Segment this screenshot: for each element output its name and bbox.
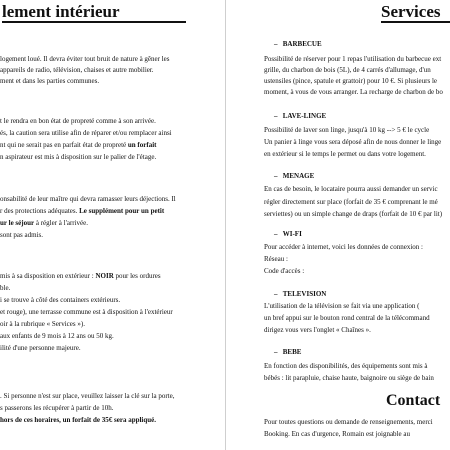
forfait-bold: un forfait [127,141,157,149]
left-page [0,0,224,450]
title-underline [2,21,186,23]
noir-bold: NOIR [95,272,114,280]
section-heading-menage: – MENAGE [274,172,315,180]
text-line: bébés : lit parapluie, chaise haute, baignoire ou siège de bain [264,374,434,382]
left-page-title: lement intérieur [2,2,120,21]
wifi-network-label: Réseau : [264,255,288,263]
text-line: i se trouve à côté des containers extérieurs. [0,296,121,304]
text-line: ilité d'une personne majeure. [0,344,81,352]
text-line: onsabilité de leur maître qui devra ramasser leurs déjections. Il [0,195,176,203]
text-line: Un panier à linge vous sera déposé afin de nous donner le linge [264,138,442,146]
section-heading-lave-linge: – LAVE-LINGE [274,112,327,120]
section-heading-barbecue: – BARBECUE [274,40,322,48]
text-line: grille, du charbon de bois (5L), de 4 carrés d'allumage, d'un [264,66,431,74]
text-line: aux enfants de 9 mois à 12 ans ou 50 kg. [0,332,114,340]
text-line: En cas de besoin, le locataire pourra aussi demander un servic [264,185,438,193]
sejour-bold: ur le séjour [0,219,35,227]
supplement-bold: Le supplément pour un petit [79,207,165,215]
services-title: Services [381,2,441,21]
text-line: sont pas admis. [0,231,43,239]
text-line: nt qui ne serait pas en parfait état de propreté un forfait [0,141,157,149]
text-line: Pour accéder à internet, voici les données de connexion : [264,243,423,251]
text-line: appareils de radio, télévision, chaises et autre mobilier. [0,66,154,74]
text-line: serviettes) ou un simple change de draps (forfait de 10 € par lit) [264,210,443,218]
contact-title: Contact [386,392,441,409]
text-line: Pour toutes questions ou demande de renseignements, merci [264,418,433,426]
section-heading-wifi: – WI-FI [274,230,302,238]
text-line: mis à sa disposition en extérieur : NOIR pour les ordures [0,272,161,280]
text-line: ustensiles (pince, spatule et grattoir) pour 10 €. Si plusieurs le [264,77,438,85]
text-line: Booking. En cas d'urgence, Romain est joignable au [264,430,410,438]
text-line: ur le séjour à régler à l'arrivée. [0,219,89,227]
text-line: . Si personne n'est sur place, veuillez laisser la clé sur la porte, [0,392,175,400]
text-line-bold: hors de ces horaires, un forfait de 35€ sera appliqué. [0,416,157,424]
section-heading-television: – TELEVISION [274,290,327,298]
text-line: moment, à vous de vous arranger. La recharge de charbon de bo [264,88,443,96]
text-line: et rouge), une terrasse commune est à disposition à l'extérieur [0,308,173,316]
text-line: dirigez vous vers l'onglet « Chaînes ». [264,326,371,334]
text-line: n aspirateur est mis à disposition sur le palier de l'étage. [0,153,157,161]
text-line: un bref appui sur le bouton rond central de la télécommand [264,314,430,322]
text-line: en extérieur si le temps le permet ou dans votre logement. [264,150,426,158]
text-line: ment et dans les parties communes. [0,77,100,85]
text-line: ble. [0,284,11,292]
text-line: oir à la rubrique « Services »). [0,320,85,328]
text-line: r des protections adéquates. Le supplément pour un petit [0,207,165,215]
text-line: és, la caution sera utilise afin de réparer et/ou remplacer ainsi [0,129,172,137]
text-line: En fonction des disponibilités, des équipements sont mis à [264,362,428,370]
text-line: régler directement sur place (forfait de 35 € comprenant le mé [264,198,438,206]
text-line: Possibilité de réserver pour 1 repas l'utilisation du barbecue ext [264,55,442,63]
text-line: t le rendra en bon état de propreté comme à son arrivée. [0,117,156,125]
right-page [226,0,450,450]
text-line: logement loué. Il devra éviter tout bruit de nature à gêner les [0,55,170,63]
text-line: s passerons les récupérer à partir de 10h. [0,404,114,412]
title-underline [381,21,450,23]
section-heading-bebe: – BEBE [274,348,302,356]
wifi-code-label: Code d'accès : [264,267,305,275]
text-line: Possibilité de laver son linge, jusqu'à 10 kg --> 5 € le cycle [264,126,430,134]
text-line: L'utilisation de la télévision se fait via une application ( [264,302,420,310]
